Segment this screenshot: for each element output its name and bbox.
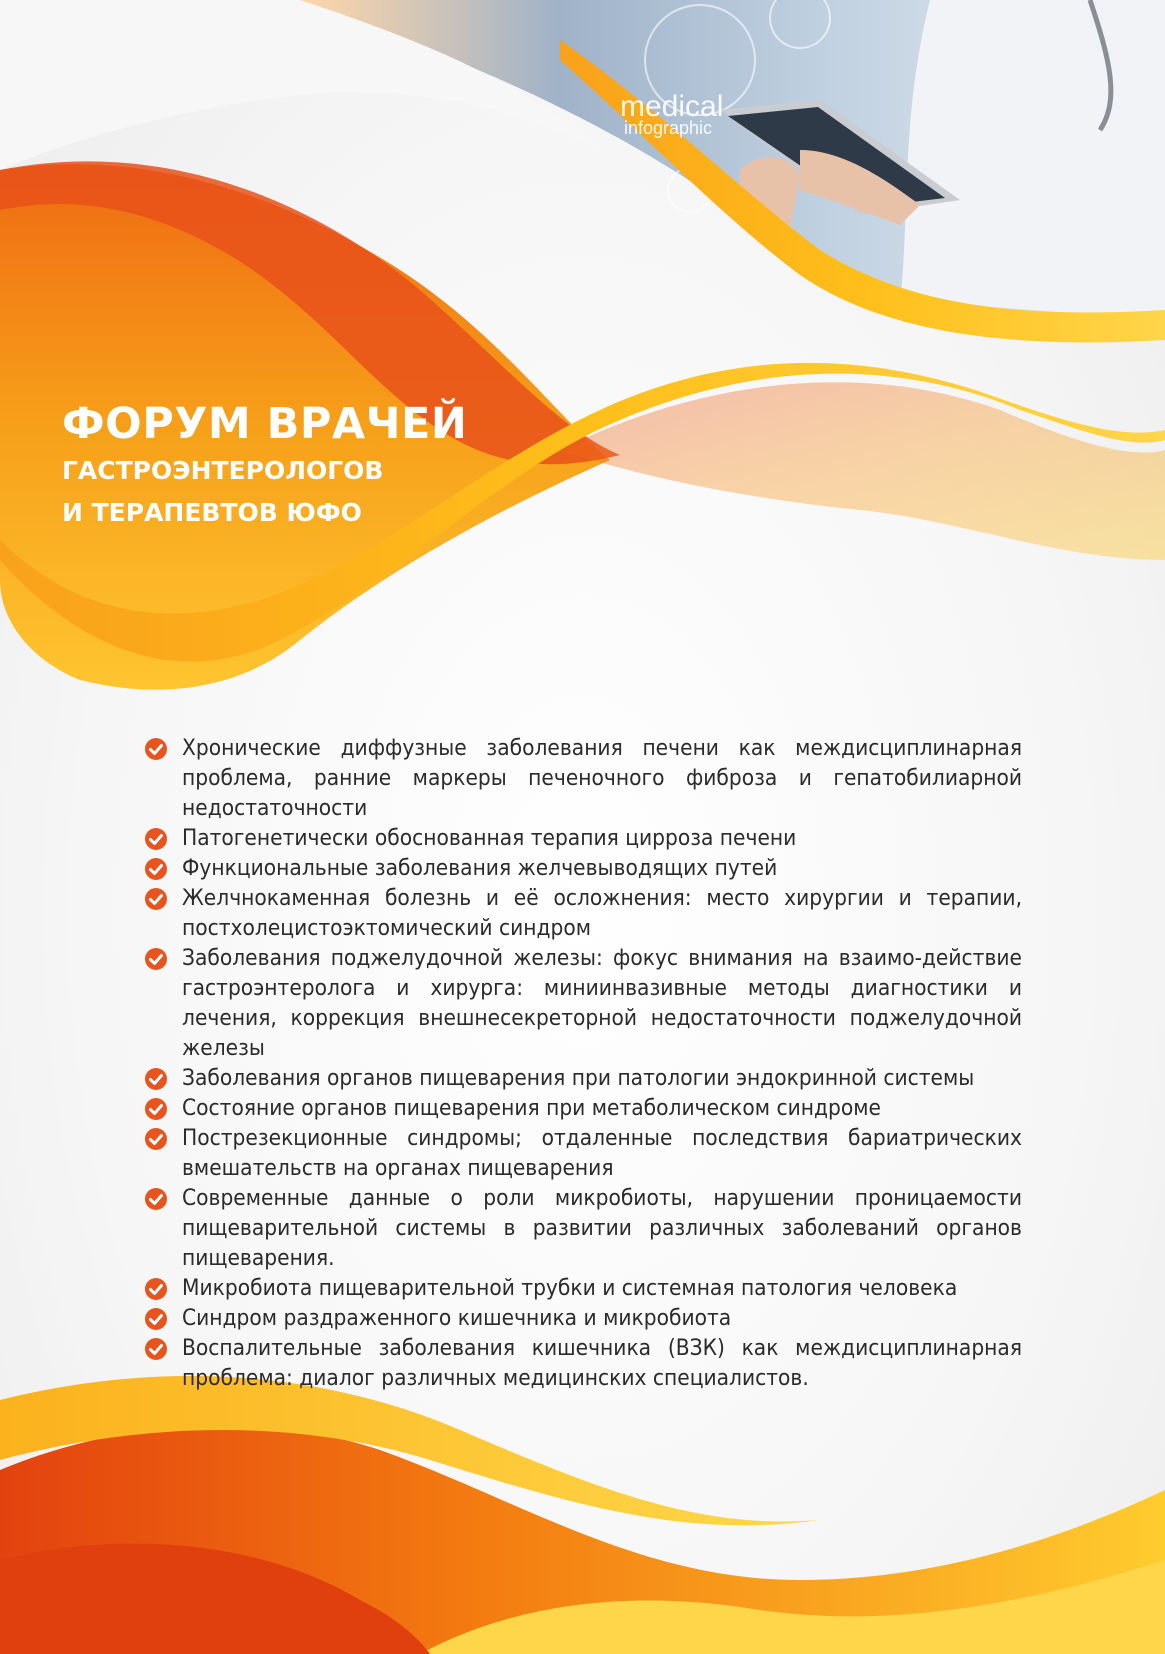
check-circle-icon	[144, 887, 168, 911]
page-subtitle-line2: И ТЕРАПЕВТОВ ЮФО	[62, 498, 362, 527]
topic-text: Воспалительные заболевания кишечника (ВЗК) как междисциплинарная проблема: диалог различных медицинских специалистов.	[182, 1335, 1022, 1391]
list-item	[142, 1123, 1022, 1183]
check-circle-icon	[144, 1187, 168, 1211]
check-circle-icon	[144, 1097, 168, 1121]
topic-text: Патогенетически обоснованная терапия цирроза печени	[182, 825, 797, 851]
topic-text: Пострезекционные синдромы; отдаленные последствия бариатрических вмешательств на органах пищеварения	[182, 1125, 1022, 1181]
check-circle-icon	[144, 947, 168, 971]
topic-text: Состояние органов пищеварения при метаболическом синдроме	[182, 1095, 881, 1121]
topics-list	[142, 733, 1022, 1393]
check-circle-icon	[144, 1307, 168, 1331]
topic-text: Хронические диффузные заболевания печени как междисциплинарная проблема, ранние маркеры печеночного фиброза и гепатобилиарной недостаточности	[182, 735, 1022, 821]
list-item	[142, 883, 1022, 943]
photo-text-infographic: infographic	[624, 118, 713, 138]
check-circle-icon	[144, 1127, 168, 1151]
list-item	[142, 1183, 1022, 1273]
check-circle-icon	[144, 1337, 168, 1361]
topic-text: Желчнокаменная болезнь и её осложнения: место хирургии и терапии, постхолецистоэктомический синдром	[182, 885, 1022, 941]
check-circle-icon	[144, 737, 168, 761]
page-subtitle-line1: ГАСТРОЭНТЕРОЛОГОВ	[62, 456, 384, 485]
list-item	[142, 943, 1022, 1063]
title-block	[62, 398, 467, 534]
list-item	[142, 1333, 1022, 1393]
list-item	[142, 1303, 1022, 1333]
check-circle-icon	[144, 1067, 168, 1091]
list-item	[142, 1273, 1022, 1303]
topic-text: Синдром раздраженного кишечника и микробиота	[182, 1305, 732, 1331]
topic-text: Заболевания поджелудочной железы: фокус внимания на взаимо-действие гастроэнтеролога и хирурга: миниинвазивные методы диагностики и лечения, коррекция внешнесекреторной недостаточности поджелудочной железы	[182, 945, 1022, 1061]
list-item	[142, 823, 1022, 853]
topic-text: Функциональные заболевания желчевыводящих путей	[182, 855, 778, 881]
list-item	[142, 1093, 1022, 1123]
list-item	[142, 853, 1022, 883]
topic-text: Современные данные о роли микробиоты, нарушении проницаемости пищеварительной системы в развитии различных заболеваний органов пищеварения.	[182, 1185, 1022, 1271]
page-title: ФОРУМ ВРАЧЕЙ	[62, 399, 468, 449]
topic-text: Микробиота пищеварительной трубки и системная патология человека	[182, 1275, 958, 1301]
list-item	[142, 1063, 1022, 1093]
check-circle-icon	[144, 1277, 168, 1301]
photo-text-medical: medical	[620, 90, 724, 123]
check-circle-icon	[144, 857, 168, 881]
check-circle-icon	[144, 827, 168, 851]
list-item	[142, 733, 1022, 823]
topic-text: Заболевания органов пищеварения при патологии эндокринной системы	[182, 1065, 975, 1091]
